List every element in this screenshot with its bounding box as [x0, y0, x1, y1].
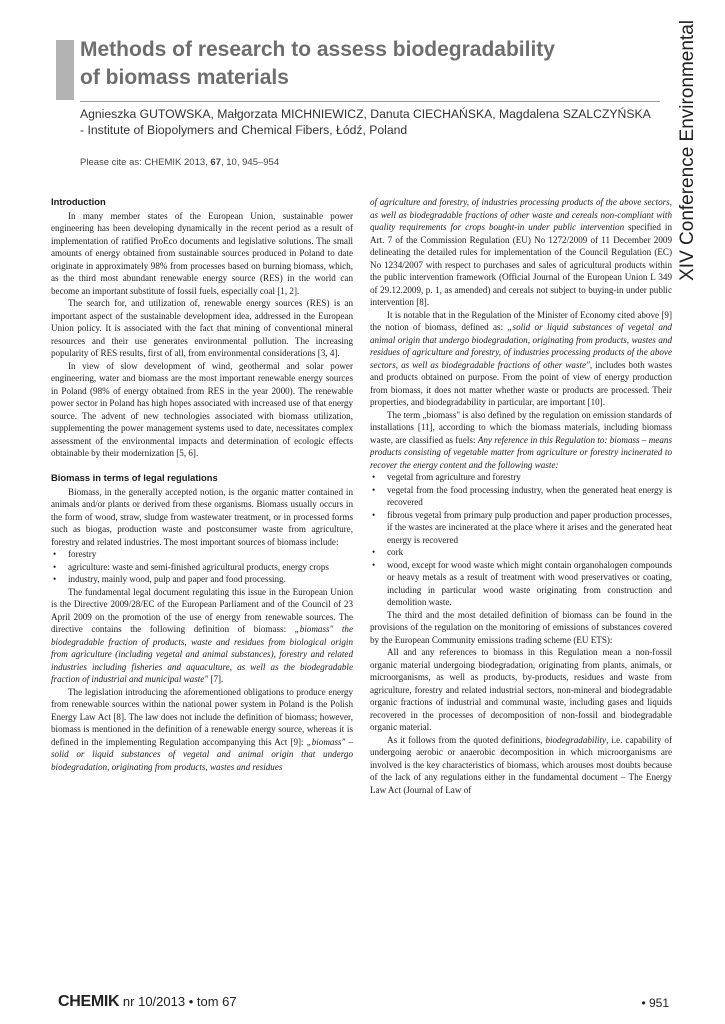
article-title: [80, 36, 650, 92]
paragraph: The term „biomass" is also defined by the regulation on emission standards of installations [11], according to which the biomass materials, including biomass waste, are classified as fuels: Any reference in this Regulation to: biomass – means products consisting of vegetable matter from agriculture or forestry incinerated to recover the energy content and the following waste:: [370, 409, 672, 470]
paragraph: In many member states of the European Union, sustainable power engineering has been developing dynamically in the recent period as a result of implementation of ratified ProEco documents and legislative solutions. The small amounts of energy obtained from sustainable sources produced in Poland to date originate in approximately 98% from processes based on burning biomass, which, as the third most abundant renewable energy source (RES) in the world can become an important substitute of fossil fuels, especially coal [1, 2].: [51, 210, 353, 296]
journal-brand: CHEMIK: [58, 993, 120, 1010]
legal-heading: Biomass in terms of legal regulations: [51, 472, 218, 483]
page-number: • 951: [641, 996, 669, 1010]
title-divider: [80, 101, 660, 102]
list-item: • cork: [370, 546, 672, 559]
title-line-1: Methods of research to assess biodegradability: [80, 38, 555, 61]
list-item: • forestry: [51, 548, 353, 561]
conference-side-label: XIV Conference Environmental: [677, 20, 698, 281]
waste-types-list: [370, 471, 672, 609]
list-item: • vegetal from agriculture and forestry: [370, 471, 672, 484]
paragraph: As it follows from the quoted definitions, biodegradability, i.e. capability of undergoing aerobic or anaerobic decomposition in which microorganisms are involved is the key characteristics of biomass, which arouses most doubts because of the lack of any regulations either in the fundamental document – The Energy Law Act (Journal of Law of: [370, 734, 672, 795]
list-item: • fibrous vegetal from primary pulp production and paper production processes, if the wastes are incinerated at the place where it arises and the generated heat energy is recovered: [370, 509, 672, 547]
left-column: [51, 196, 353, 773]
list-item: • industry, mainly wood, pulp and paper and food processing.: [51, 573, 353, 586]
right-column: [370, 196, 672, 796]
introduction-heading: Introduction: [51, 196, 106, 207]
title-accent-bar: [56, 40, 74, 100]
paragraph: Biomass, in the generally accepted notion, is the organic matter contained in animals and/or plants or derived from these organisms. Biomass usually occurs in the form of wood, straw, sludge from wastewater treatment, or in processed forms such as biogas, production waste and postconsumer waste from agriculture, forestry and related industries. The most important sources of biomass include:: [51, 486, 353, 547]
paragraph: It is notable that in the Regulation of the Minister of Economy cited above [9] the notion of biomass, defined as: „solid or liquid substances of vegetal and animal origin that undergo biodegradation, originating from products, wastes and residues of agriculture and forestry, of industries processing products of the above sectors, as well as biodegradable fractions of other waste", includes both wastes and products obtained on purpose. From the point of view of energy production from biomass, it does not matter whether waste or products are processed. Their properties, and biodegradability in particular, are important [10].: [370, 309, 672, 407]
paragraph: The legislation introducing the aforementioned obligations to produce energy from renewable sources within the national power system in Poland is the Polish Energy Law Act [8]. The law does not include the definition of biomass; however, biomass is mentioned in the definition of a renewable energy source, whereas it is defined in the implementing Regulation accompanying this Act [9]: „biomass" – solid or liquid substances of vegetal and animal origin that undergo biodegradation, originating from products, wastes and residues: [51, 686, 353, 772]
authors-block: [80, 106, 680, 138]
authors: Agnieszka GUTOWSKA, Małgorzata MICHNIEWICZ, Danuta CIECHAŃSKA, Magdalena SZALCZYŃSKA: [80, 107, 651, 121]
list-item: • vegetal from the food processing industry, when the generated heat energy is recovered: [370, 484, 672, 509]
paragraph: of agriculture and forestry, of industries processing products of the above sectors, as well as biodegradable fractions of other waste and cereals non-compliant with quality requirements for crops bought-in under public intervention specified in Art. 7 of the Commission Regulation (EU) No 1272/2009 of 11 December 2009 delineating the detailed rules for implementation of the Council Regulation (EC) No 1234/2007 with respect to purchases and sales of agricultural products within the public intervention framework (Official Journal of the European Union L 349 of 29.12.2009, p. 1, as amended) and cereals not subject to buying-in under public intervention [8].: [370, 197, 672, 307]
title-line-2: of biomass materials: [80, 66, 289, 89]
citation-line: Please cite as: CHEMIK 2013, 67, 10, 945–954: [80, 157, 280, 168]
paragraph: The search for, and utilization of, renewable energy sources (RES) is an important aspect of the sustainable development idea, addressed in the European Union policy. It is associated with the fact that mining of conventional mineral resources and their use generates environmental pollution. The increasing popularity of RES results, first of all, from environmental considerations [3, 4].: [51, 298, 353, 358]
journal-footer: [58, 993, 237, 1011]
paragraph: The third and the most detailed definition of biomass can be found in the provisions of the regulation on the monitoring of emissions of substances covered by the European Community emissions trading scheme (EU ETS):: [370, 609, 672, 645]
affiliation: - Institute of Biopolymers and Chemical Fibers, Łódź, Poland: [80, 123, 408, 137]
list-item: • agriculture: waste and semi-finished agricultural products, energy crops: [51, 561, 353, 574]
paragraph: In view of slow development of wind, geothermal and solar power engineering, water and biomass are the most important renewable energy sources in Poland (98% of energy obtained from RES in the year 2000). The renewable power sector in Poland has high hopes associated with increased use of that energy source. The advent of new technologies associated with biomass utilization, supplementing the power management systems used to date, necessitates complex assessment of the environmental impacts and determination of ecologic effects obtainable by their modernization [5, 6].: [51, 360, 353, 458]
biomass-sources-list: [51, 548, 353, 586]
list-item: • wood, except for wood waste which might contain organohalogen compounds or heavy metals as a result of treatment with wood preservatives or coating, including in particular wood waste originating from construction and demolition waste.: [370, 559, 672, 609]
issue-info: nr 10/2013 • tom 67: [119, 994, 237, 1009]
paragraph: All and any references to biomass in this Regulation mean a non-fossil organic material undergoing biodegradation, originating from plants, animals, or microorganisms, as well as products, by-products, residues and waste from agriculture, forestry and related industrial sectors, non-mineral and biodegradable organic fractions of industrial and communal waste, including gases and liquids recovered in the processes of decomposition of non-fossil and biodegradable organic material.: [370, 647, 672, 732]
paragraph: The fundamental legal document regulating this issue in the European Union is the Directive 2009/28/EC of the European Parliament and of the Council of 23 April 2009 on the promotion of the use of energy from renewable sources. The directive contains the following definition of biomass: „biomass" the biodegradable fraction of products, waste and residues from biological origin from agriculture (including vegetal and animal substances), forestry and related industries including fisheries and aquaculture, as well as the biodegradable fraction of industrial and municipal waste" [7].: [51, 586, 353, 684]
